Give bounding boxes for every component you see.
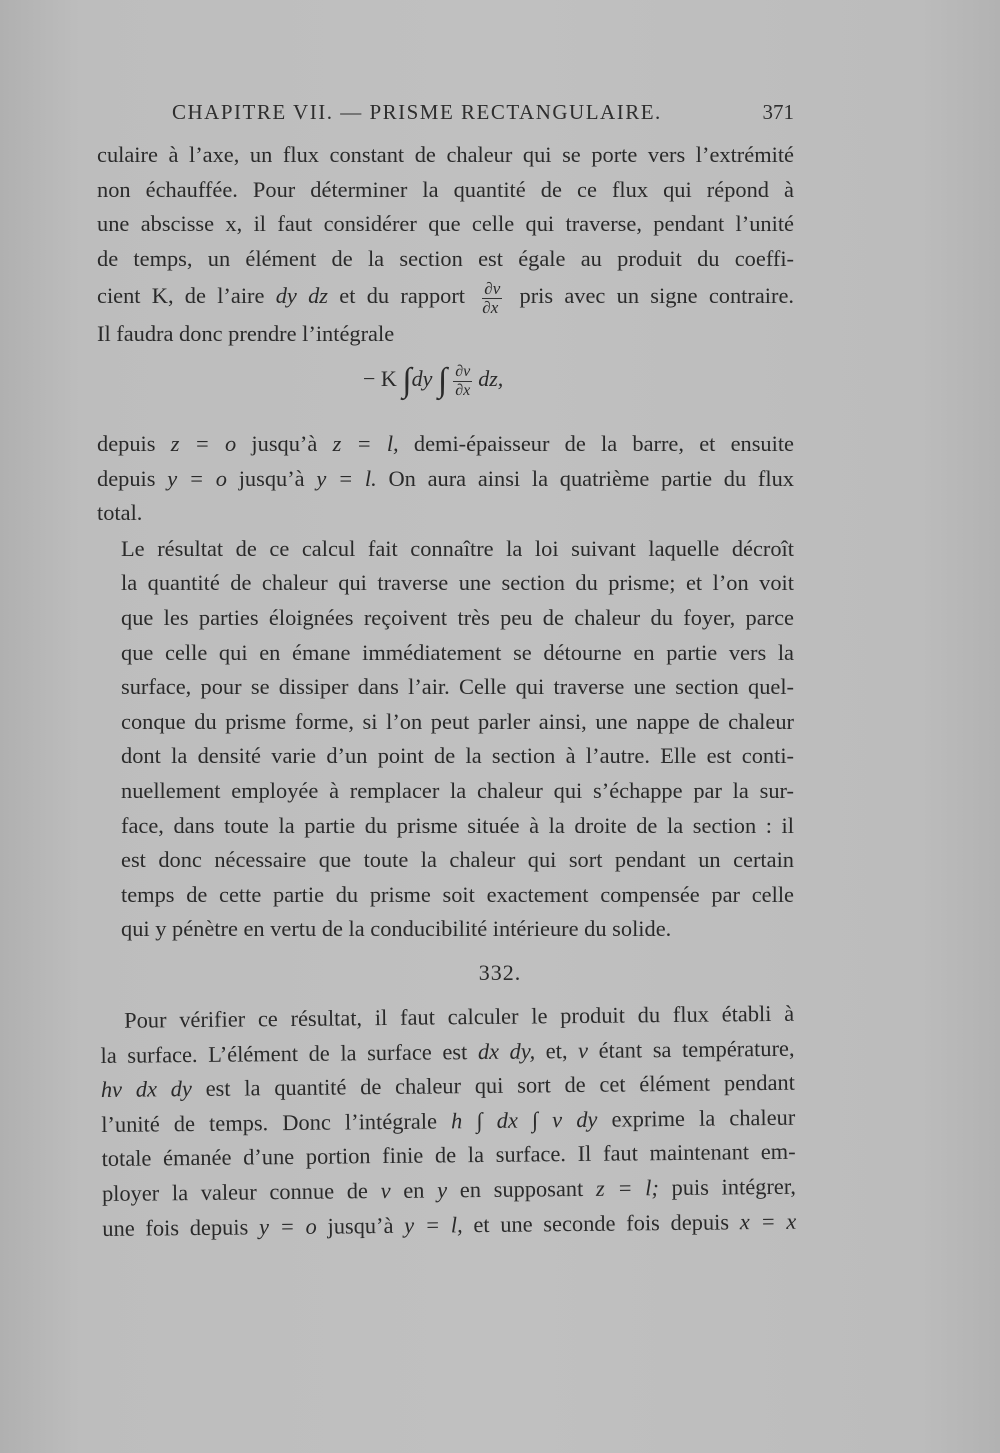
text-line: surface, pour se dissiper dans l’air. Celle qui traverse une section quel- bbox=[121, 674, 794, 700]
text-line: dont la densité varie d’un point de la section à l’autre. Elle est conti- bbox=[121, 743, 794, 769]
text-line: conque du prisme forme, si l’on peut parler ainsi, une nappe de chaleur bbox=[121, 708, 794, 734]
running-header bbox=[172, 100, 794, 125]
text-line: de temps, un élément de la section est égale au produit du coeffi- bbox=[97, 245, 794, 271]
text-line: culaire à l’axe, un flux constant de chaleur qui se porte vers l’extrémité bbox=[97, 142, 794, 167]
text-line: Le résultat de ce calcul fait connaître la loi suivant laquelle décroît bbox=[121, 535, 794, 561]
integral-sign: ∫ bbox=[402, 362, 412, 399]
text-line: total. bbox=[97, 500, 143, 526]
text-line: temps de cette partie du prisme soit exactement compensée par celle bbox=[121, 881, 794, 907]
running-title: CHAPITRE VII. — PRISME RECTANGULAIRE. bbox=[172, 100, 662, 124]
text-line: depuis y = o jusqu’à y = l. On aura ainsi la quatrième partie du flux bbox=[97, 465, 794, 491]
fraction-dv-dx: $\frac{\partial v}{\partial x}$ bbox=[455, 362, 471, 399]
page-number: 371 bbox=[762, 100, 794, 124]
display-equation: − K ∫dy ∫ $\frac{\partial v}{\partial x}$ dz, bbox=[363, 362, 504, 399]
fraction-dv-dx: $\frac{\partial v}{\partial x}$ bbox=[482, 278, 501, 317]
text-line: depuis z = o jusqu’à z = l, demi-épaisseur de la barre, et ensuite bbox=[97, 431, 794, 456]
main-text bbox=[97, 138, 794, 351]
text-line: ployer la valeur connue de v en y en supposant z = l; puis intégrer, bbox=[101, 1173, 797, 1206]
paragraph-2 bbox=[97, 427, 794, 531]
section-number: 332. bbox=[478, 960, 522, 985]
main-text-continued bbox=[97, 427, 794, 947]
text-line: l’unité de temps. Donc l’intégrale h ∫ dx ∫ v dy exprime la chaleur bbox=[101, 1104, 796, 1137]
text-line: la surface. L’élément de la surface est dx dy, et, v étant sa température, bbox=[100, 1035, 795, 1068]
text-line: Pour vérifier ce résultat, il faut calculer le produit du flux établi à bbox=[124, 1000, 795, 1033]
text-line: qui y pénètre en vertu de la conducibilité intérieure du solide. bbox=[121, 916, 672, 942]
text-line: une fois depuis y = o jusqu’à y = l, et une seconde fois depuis x = x bbox=[102, 1208, 797, 1241]
text-line: non échauffée. Pour déterminer la quantité de ce flux qui répond à bbox=[97, 176, 794, 202]
math-dydz: dy dz bbox=[275, 283, 329, 309]
text-line: est donc nécessaire que toute la chaleur qui sort pendant un certain bbox=[121, 847, 794, 873]
text-line-with-fraction: cient K, de l’aire dy dz et du rapport $\frac{\partial v}{\partial x}$ pris avec un signe contraire. bbox=[97, 278, 794, 317]
text-line: que celle qui en émane immédiatement se détourne en partie vers la bbox=[121, 639, 794, 665]
paragraph-4 bbox=[100, 997, 796, 1246]
paragraph-3 bbox=[97, 532, 794, 947]
text-line: la quantité de chaleur qui traverse une section du prisme; et l’on voit bbox=[121, 570, 794, 596]
text-line: une abscisse x, il faut considérer que celle qui traverse, pendant l’unité bbox=[97, 211, 794, 237]
text-line: Il faudra donc prendre l’intégrale bbox=[97, 320, 395, 346]
paragraph-1 bbox=[97, 138, 794, 351]
text-line: nuellement employée à remplacer la chaleur qui s’échappe par la sur- bbox=[121, 777, 794, 803]
text-line: totale émanée d’une portion finie de la surface. Il faut maintenant em- bbox=[101, 1139, 796, 1172]
text-line: hv dx dy est la quantité de chaleur qui sort de cet élément pendant bbox=[100, 1069, 795, 1103]
text-line: que les parties éloignées reçoivent très peu de chaleur du foyer, parce bbox=[121, 604, 794, 630]
text-line: face, dans toute la partie du prisme située à la droite de la section : il bbox=[121, 812, 794, 838]
integral-sign: ∫ bbox=[437, 362, 448, 399]
